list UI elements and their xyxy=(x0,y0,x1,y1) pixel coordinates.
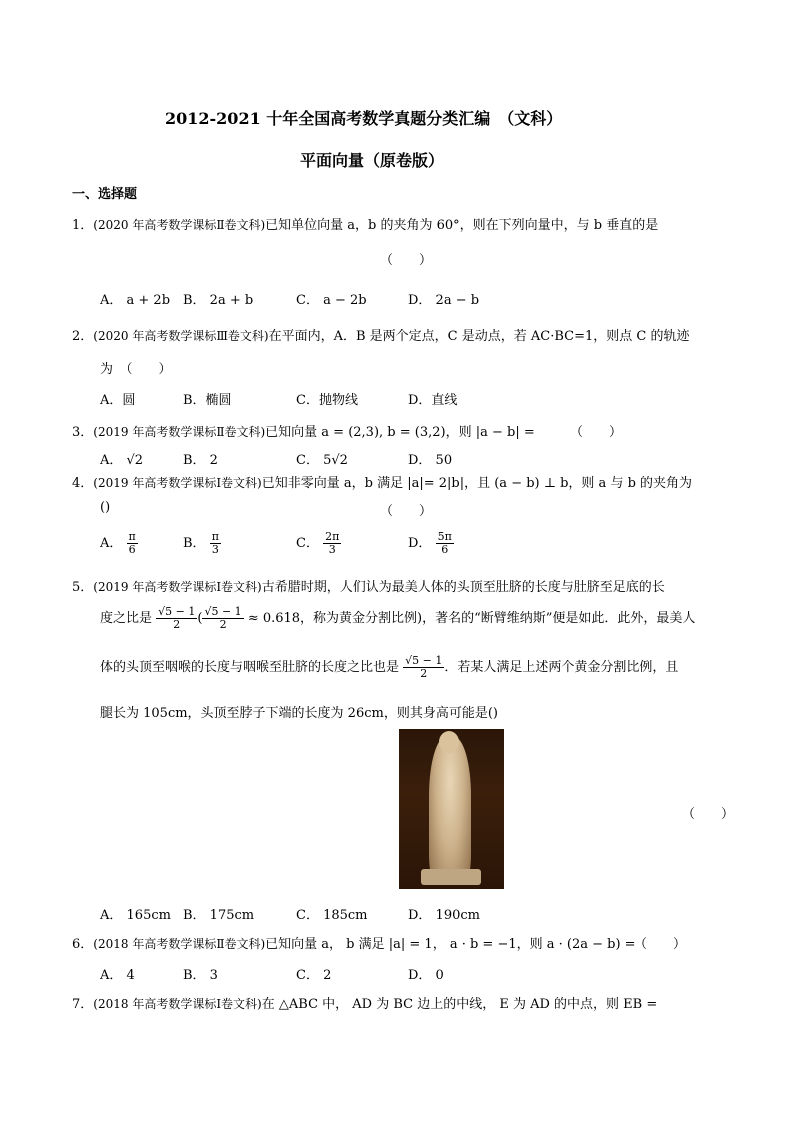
fraction xyxy=(156,606,197,631)
question-source: (2020 年高考数学课标Ⅱ卷文科) xyxy=(93,218,266,232)
fraction xyxy=(403,655,444,680)
fraction xyxy=(323,531,341,556)
question-source: (2019 年高考数学课标Ⅱ卷文科) xyxy=(93,425,266,439)
question-line xyxy=(100,655,678,680)
question-source: (2019 年高考数学课标Ⅰ卷文科) xyxy=(93,580,262,594)
denominator: 2 xyxy=(173,618,181,632)
denominator: 2 xyxy=(420,667,428,681)
text: ．若某人满足上述两个黄金分割比例，且 xyxy=(444,660,679,676)
page-subtitle: 平面向量（原卷版） xyxy=(300,151,445,170)
option-letter: C． xyxy=(296,536,319,552)
statue-base xyxy=(421,869,481,885)
option-b: B． 3 xyxy=(183,968,218,983)
statue-head xyxy=(439,731,459,753)
answer-paren: （ ） xyxy=(634,937,687,952)
numerator: √5 − 1 xyxy=(158,605,196,618)
option-d: D． 190cm xyxy=(408,908,480,923)
venus-statue-image xyxy=(399,729,504,889)
fraction xyxy=(210,531,221,556)
question-1 xyxy=(72,214,658,233)
option-c: C． 2 xyxy=(296,968,332,983)
option-b: B． 175cm xyxy=(183,908,255,923)
question-number: 1． xyxy=(72,218,94,233)
option-c xyxy=(296,531,341,556)
option-d: D．直线 xyxy=(408,393,458,408)
option-a: A． 165cm xyxy=(100,908,171,923)
question-stem: 已知非零向量 a，b 满足 |a|= 2|b|，且 (a − b) ⊥ b，则 a 与 b 的夹角为 xyxy=(261,476,693,491)
question-2 xyxy=(72,325,689,344)
question-source: (2018 年高考数学课标Ⅱ卷文科) xyxy=(93,937,266,951)
answer-paren: （ ） xyxy=(380,504,433,519)
fraction xyxy=(436,531,454,556)
question-source: (2018 年高考数学课标Ⅰ卷文科) xyxy=(93,997,262,1011)
option-d xyxy=(408,531,454,556)
denominator: 6 xyxy=(441,543,449,557)
question-stem-cont: () xyxy=(100,500,111,515)
denominator: 3 xyxy=(211,543,219,557)
option-letter: A． xyxy=(100,536,123,552)
question-stem: 在 △ABC 中， AD 为 BC 边上的中线， E 为 AD 的中点，则 EB = xyxy=(261,997,658,1012)
question-stem: 已知单位向量 a，b 的夹角为 60°，则在下列向量中，与 b 垂直的是 xyxy=(265,218,659,233)
question-6 xyxy=(72,933,636,952)
numerator: π xyxy=(211,530,219,543)
option-c: C． a − 2b xyxy=(296,293,367,308)
text: ≈ 0.618，称为黄金分割比例)，著名的“断臂维纳斯”便是如此．此外，最美人 xyxy=(247,611,696,627)
denominator: 2 xyxy=(219,618,227,632)
option-letter: D． xyxy=(408,536,432,552)
question-stem-cont: 为 （ ） xyxy=(100,362,172,377)
option-b: B．椭圆 xyxy=(183,393,232,408)
question-stem: 在平面内，A．B 是两个定点，C 是动点，若 AC·BC=1，则点 C 的轨迹 xyxy=(268,329,690,344)
option-c: C． 5√2 xyxy=(296,453,348,468)
question-source: (2020 年高考数学课标Ⅲ卷文科) xyxy=(93,329,269,343)
option-letter: B． xyxy=(183,536,206,552)
question-5 xyxy=(72,576,665,595)
question-number: 5． xyxy=(72,580,94,595)
section-heading: 一、选择题 xyxy=(72,187,138,202)
question-line xyxy=(100,606,695,631)
page-title: 2012-2021 十年全国高考数学真题分类汇编 （文科） xyxy=(165,109,563,128)
option-b: B． 2 xyxy=(183,453,218,468)
denominator: 3 xyxy=(328,543,336,557)
option-c: C． 185cm xyxy=(296,908,368,923)
text: ( xyxy=(197,611,203,627)
answer-paren: （ ） xyxy=(570,425,623,440)
answer-paren: （ ） xyxy=(682,807,735,822)
question-source: (2019 年高考数学课标Ⅰ卷文科) xyxy=(93,476,262,490)
fraction xyxy=(127,531,138,556)
denominator: 6 xyxy=(128,543,136,557)
option-a: A． √2 xyxy=(100,453,144,468)
option-b xyxy=(183,531,221,556)
fraction xyxy=(202,606,243,631)
answer-paren: （ ） xyxy=(380,253,433,268)
question-number: 7． xyxy=(72,997,94,1012)
question-stem: 古希腊时期，人们认为最美人体的头顶至肚脐的长度与肚脐至足底的长 xyxy=(261,580,665,595)
numerator: √5 − 1 xyxy=(405,654,443,667)
question-number: 3． xyxy=(72,425,94,440)
option-a: A．圆 xyxy=(100,393,136,408)
numerator: 2π xyxy=(325,530,340,543)
option-a xyxy=(100,531,138,556)
question-number: 2． xyxy=(72,329,94,344)
option-d: D． 2a − b xyxy=(408,293,480,308)
numerator: 5π xyxy=(437,530,452,543)
question-7 xyxy=(72,993,657,1012)
option-d: D． 50 xyxy=(408,453,453,468)
numerator: π xyxy=(128,530,136,543)
question-stem: 已知向量 a = (2,3), b = (3,2)，则 |a − b| = xyxy=(265,425,535,440)
question-4 xyxy=(72,472,692,491)
option-a: A． a + 2b xyxy=(100,293,171,308)
question-line: 腿长为 105cm，头顶至脖子下端的长度为 26cm，则其身高可能是() xyxy=(100,706,498,721)
option-d: D． 0 xyxy=(408,968,444,983)
text: 体的头顶至咽喉的长度与咽喉至肚脐的长度之比也是 xyxy=(100,660,400,676)
option-b: B． 2a + b xyxy=(183,293,254,308)
question-number: 4． xyxy=(72,476,94,491)
option-a: A． 4 xyxy=(100,968,135,983)
numerator: √5 − 1 xyxy=(204,605,242,618)
question-3 xyxy=(72,421,535,440)
question-stem: 已知向量 a， b 满足 |a| = 1， a · b = −1，则 a · (2a − b) = xyxy=(265,937,636,952)
question-number: 6． xyxy=(72,937,94,952)
text: 度之比是 xyxy=(100,611,153,627)
statue-body xyxy=(429,737,471,885)
option-c: C．抛物线 xyxy=(296,393,358,408)
